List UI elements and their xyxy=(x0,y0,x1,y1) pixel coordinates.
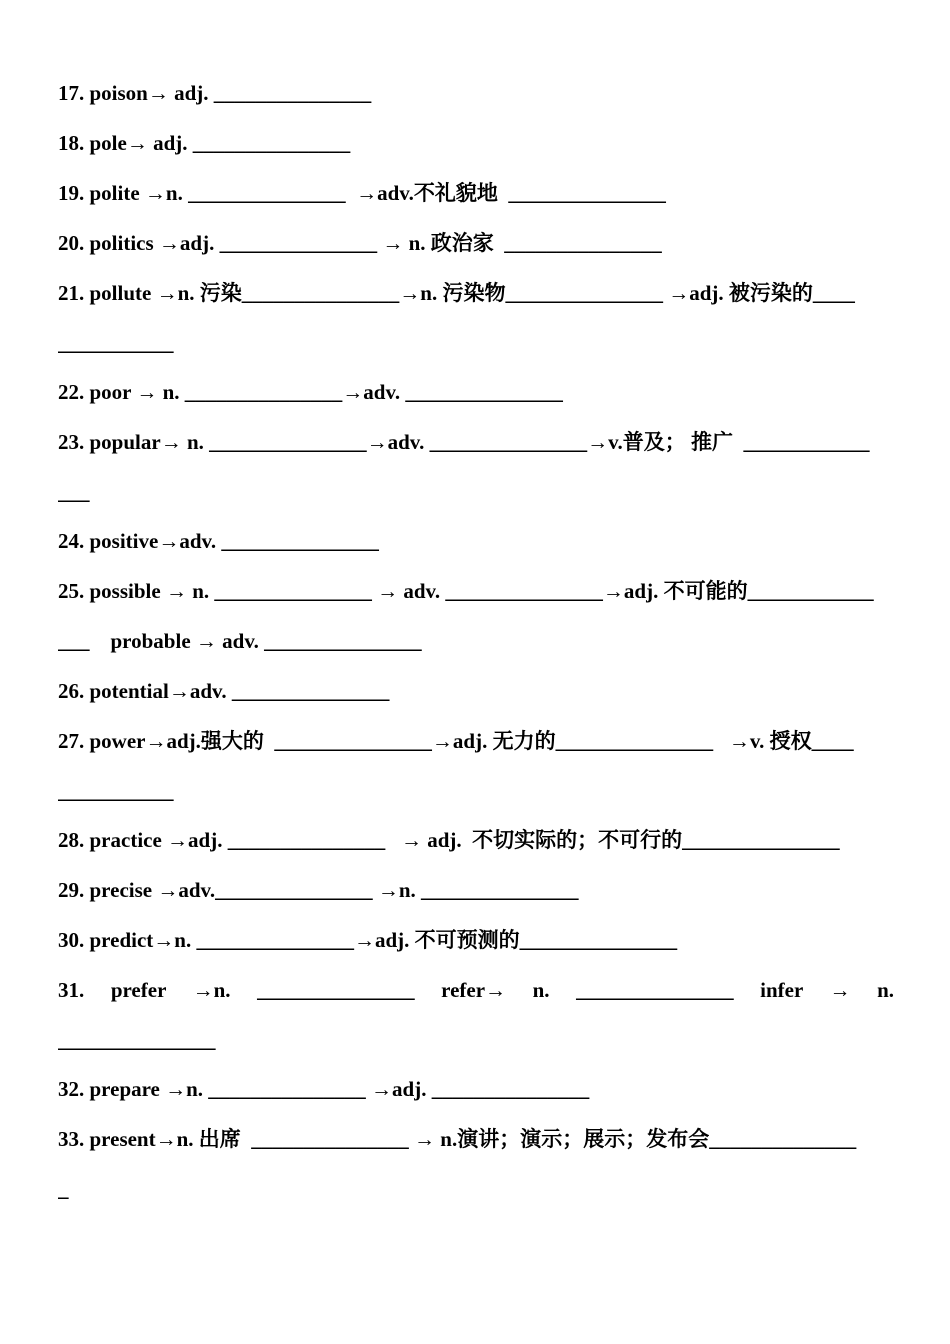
exercise-25: 25. possible → n. _______________ → adv. _______________→adj. 不可能的____________ xyxy=(58,579,874,603)
exercise-32: 32. prepare →n. _______________ →adj. _______________ xyxy=(58,1077,590,1101)
exercise-30: 30. predict→n. _______________→adj. 不可预测的_______________ xyxy=(58,928,678,952)
exercise-31-continued: _______________ xyxy=(58,1028,216,1052)
exercise-18: 18. pole→ adj. _______________ xyxy=(58,131,351,155)
exercise-21: 21. pollute →n. 污染_______________→n. 污染物_______________ →adj. 被污染的____ xyxy=(58,281,855,305)
exercise-28: 28. practice →adj. _______________ → adj. 不切实际的；不可行的_______________ xyxy=(58,828,840,852)
exercise-31: 31. prefer →n. _______________ refer→ n. _______________ infer → n. xyxy=(58,978,894,1002)
exercise-25-continued: ___ probable → adv. _______________ xyxy=(58,629,422,653)
exercise-23: 23. popular→ n. _______________→adv. _______________→v.普及； 推广 ____________ xyxy=(58,430,870,454)
exercise-27: 27. power→adj.强大的 _______________→adj. 无力的_______________ →v. 授权____ xyxy=(58,729,854,753)
exercise-21-continued: ___________ xyxy=(58,331,174,355)
exercise-20: 20. politics →adj. _______________ → n. 政治家 _______________ xyxy=(58,231,662,255)
exercise-33: 33. present→n. 出席 _______________ → n.演讲；演示；展示；发布会______________ xyxy=(58,1127,857,1151)
exercise-27-continued: ___________ xyxy=(58,779,174,803)
exercise-33-continued: _ xyxy=(58,1177,69,1201)
exercise-23-continued: ___ xyxy=(58,480,90,504)
exercise-22: 22. poor → n. _______________→adv. _______________ xyxy=(58,380,563,404)
exercise-17: 17. poison→ adj. _______________ xyxy=(58,81,372,105)
exercise-19: 19. polite →n. _______________ →adv.不礼貌地 _______________ xyxy=(58,181,666,205)
exercise-29: 29. precise →adv._______________ →n. _______________ xyxy=(58,878,579,902)
exercise-24: 24. positive→adv. _______________ xyxy=(58,529,379,553)
exercise-26: 26. potential→adv. _______________ xyxy=(58,679,390,703)
